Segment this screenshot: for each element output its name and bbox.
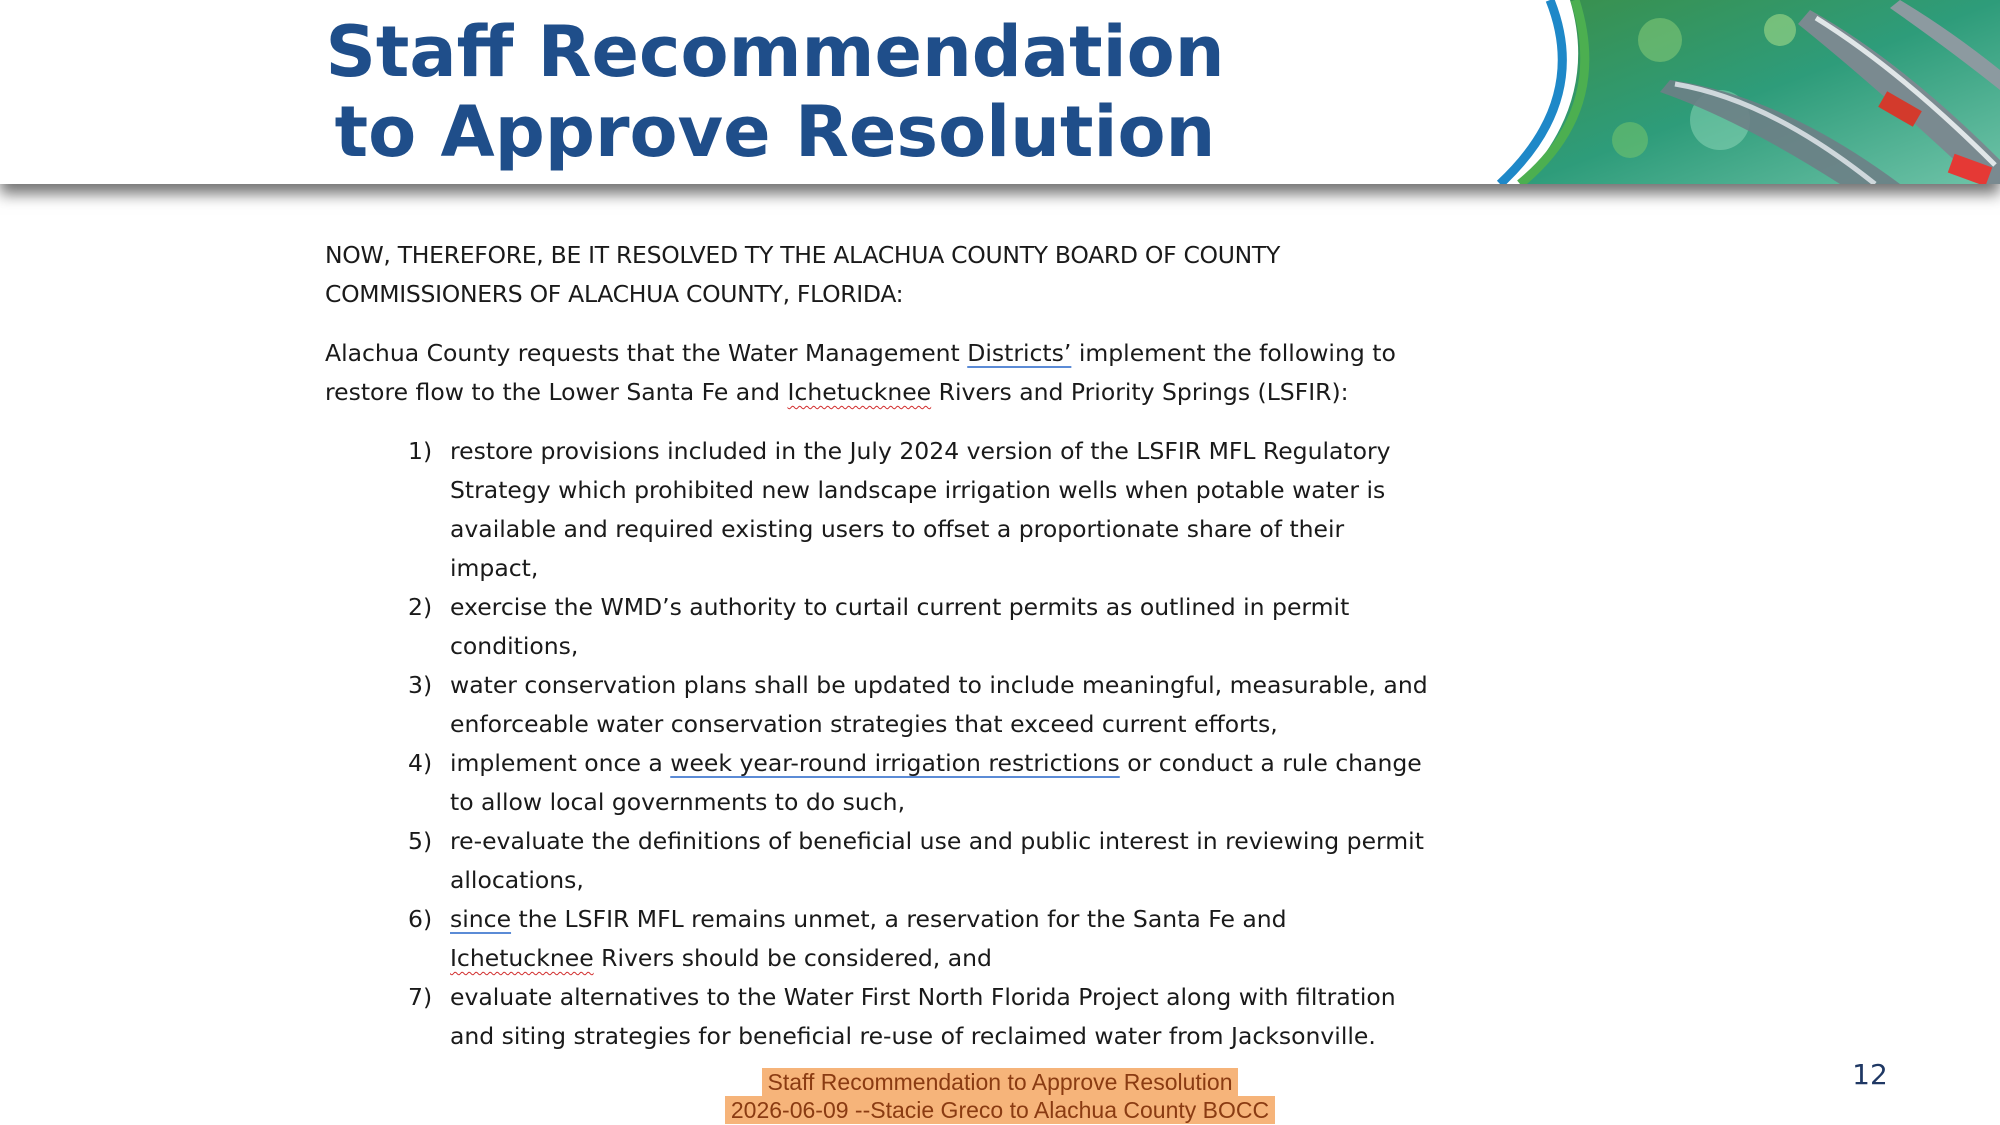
resolution-document bbox=[325, 236, 1435, 1056]
list-item-text: re-evaluate the definitions of beneficial use and public interest in reviewing permit allocations, bbox=[450, 827, 1424, 894]
list-item-text: evaluate alternatives to the Water First North Florida Project along with filtration and siting strategies for beneficial re-use of reclaimed water from Jacksonville. bbox=[450, 983, 1396, 1050]
resolution-intro bbox=[325, 334, 1435, 412]
intro-text-1: Alachua County requests that the Water Management bbox=[325, 339, 968, 367]
canoes-photo bbox=[1480, 0, 2000, 184]
list-item bbox=[325, 822, 1435, 900]
list-item bbox=[325, 432, 1435, 588]
slide-title bbox=[290, 12, 1260, 172]
list-item-text-pre: implement once a bbox=[450, 749, 671, 777]
resolution-heading-line-2: COMMISSIONERS OF ALACHUA COUNTY, FLORIDA: bbox=[325, 280, 904, 308]
intro-text-3: Rivers and Priority Springs (LSFIR): bbox=[931, 378, 1349, 406]
slide-caption bbox=[0, 1068, 2000, 1124]
resolution-list bbox=[325, 432, 1435, 1056]
list-item bbox=[325, 588, 1435, 666]
intro-text-2: implement the following to restore flow to the Lower Santa Fe and bbox=[325, 339, 1396, 406]
list-number: 5) bbox=[408, 827, 433, 855]
list-item bbox=[325, 978, 1435, 1056]
list-item-flagged-phrase: week year-round irrigation restrictions bbox=[670, 749, 1120, 777]
list-number: 3) bbox=[408, 671, 433, 699]
list-number: 4) bbox=[408, 749, 433, 777]
caption-line-2: 2026-06-09 --Stacie Greco to Alachua County BOCC bbox=[725, 1096, 1275, 1124]
list-item bbox=[325, 666, 1435, 744]
intro-misspelled-word: Ichetucknee bbox=[787, 378, 932, 406]
caption-line-1: Staff Recommendation to Approve Resolution bbox=[762, 1068, 1239, 1096]
resolution-heading bbox=[325, 236, 1435, 314]
list-number: 7) bbox=[408, 983, 433, 1011]
title-line-1: Staff Recommendation bbox=[325, 11, 1225, 93]
list-item-text-mid: the LSFIR MFL remains unmet, a reservation for the Santa Fe and bbox=[511, 905, 1287, 933]
list-item bbox=[325, 744, 1435, 822]
list-item-flagged-word: since bbox=[450, 905, 512, 933]
list-item-text-post: or conduct a rule change to allow local governments to do such, bbox=[450, 749, 1422, 816]
slide-header bbox=[0, 0, 2000, 184]
list-item bbox=[325, 900, 1435, 978]
intro-flagged-word: Districts’ bbox=[967, 339, 1072, 367]
canoes-photo-graphic bbox=[1480, 0, 2000, 184]
slide-number: 12 bbox=[1852, 1058, 1888, 1091]
resolution-heading-line-1: NOW, THEREFORE, BE IT RESOLVED TY THE ALACHUA COUNTY BOARD OF COUNTY bbox=[325, 241, 1281, 269]
list-item-text: exercise the WMD’s authority to curtail current permits as outlined in permit conditions, bbox=[450, 593, 1350, 660]
list-item-text: water conservation plans shall be updated to include meaningful, measurable, and enforceable water conservation strategies that exceed current efforts, bbox=[450, 671, 1428, 738]
list-item-misspelled-word: Ichetucknee bbox=[450, 944, 594, 972]
list-number: 6) bbox=[408, 905, 433, 933]
title-line-2: to Approve Resolution bbox=[334, 91, 1216, 173]
list-number: 1) bbox=[408, 437, 433, 465]
list-item-text-post: Rivers should be considered, and bbox=[593, 944, 992, 972]
list-item-text: restore provisions included in the July 2024 version of the LSFIR MFL Regulatory Strategy which prohibited new landscape irrigation wells when potable water is available and required existing users to offset a proportionate share of their impact, bbox=[450, 437, 1391, 582]
list-number: 2) bbox=[408, 593, 433, 621]
